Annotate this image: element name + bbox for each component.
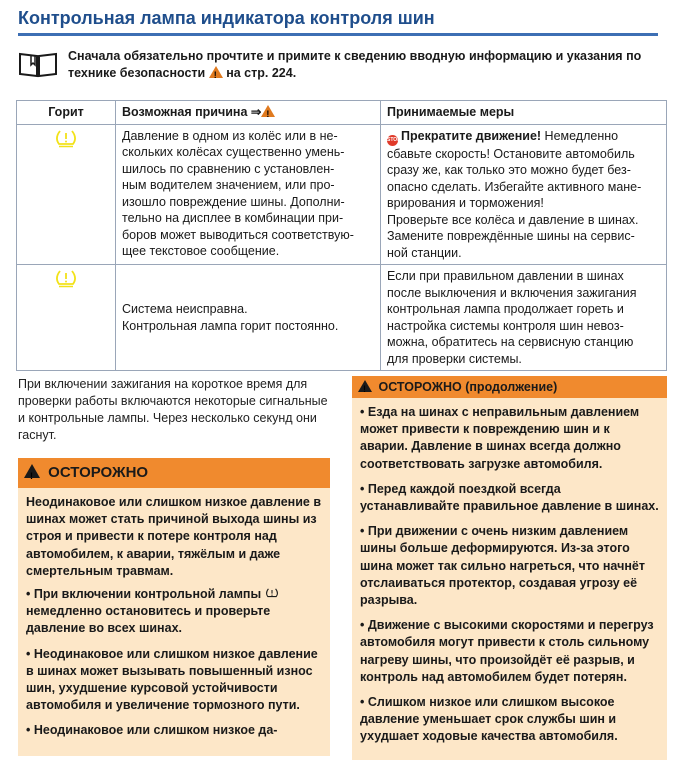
indicator-cell	[17, 124, 116, 265]
left-column	[18, 376, 330, 738]
warning-cont-header	[352, 376, 667, 398]
indicator-table	[16, 100, 667, 371]
warning-title: ОСТОРОЖНО	[48, 464, 149, 481]
action-line: Замените повреждённые шины на сервис-	[387, 229, 635, 243]
list-item: • Движение с высокими скоростями и перегруз автомобиля могут привести к столь сильному нагреву шины, что произойдёт её разрыв, и контроль над автомобилем будет потерян.	[360, 617, 659, 686]
action-stop-rest: Немедленно	[541, 128, 619, 143]
tire-pressure-warning-icon	[265, 587, 279, 599]
list-item: • Езда на шинах с неправильным давлением может привести к повреждению шин и к аварии. Давление в шинах всегда должно соответствовать загрузке автомобиля.	[360, 404, 659, 473]
cause-cell	[116, 265, 381, 371]
tire-pressure-warning-icon	[55, 128, 77, 148]
action-line: ной станции.	[387, 245, 462, 260]
cause-line: скольких колёсах существенно умень-	[122, 145, 345, 159]
warning-cont-body	[352, 398, 667, 760]
action-line: Если при правильном давлении в шинах	[387, 269, 624, 283]
action-stop: Прекратите движение!	[401, 128, 542, 143]
manual-book-icon	[18, 50, 58, 78]
warning-intro: Неодинаковое или слишком низкое давление в шинах может стать причиной выхода шины из строя и привести к потере контроля над автомобилем, к аварии, тяжёлым и даже смертельным травмам.	[26, 495, 322, 578]
action-line: настройка системы контроля шин невоз-	[387, 318, 624, 333]
action-line: сразу же, как только это можно будет без-	[387, 163, 631, 177]
stop-icon: STOP	[387, 135, 398, 146]
action-line: врирования и торможения!	[387, 196, 544, 210]
warning-triangle-icon	[358, 380, 372, 392]
cause-line: боров может выводиться соответствую-	[122, 227, 354, 242]
cause-line: ным водителем значением, или про-	[122, 178, 335, 192]
table-header-row	[17, 101, 667, 125]
cause-line: тельно на дисплее в комбинации при-	[122, 211, 344, 225]
header-action: Принимаемые меры	[381, 101, 667, 125]
table-row	[17, 265, 667, 371]
page-title: Контрольная лампа индикатора контроля шин	[18, 8, 658, 36]
action-cell	[381, 265, 667, 371]
action-line: контрольная лампа продолжает гореть и	[387, 302, 624, 316]
header-cause	[116, 101, 381, 125]
warning-triangle-icon	[209, 66, 223, 78]
tire-pressure-warning-icon	[55, 268, 77, 288]
table-row	[17, 124, 667, 265]
list-item: • Неодинаковое или слишком низкое давление в шинах может вызывать повышенный износ шин, ухудшение курсовой устойчивости автомобиля и увеличение тормозного пути.	[26, 646, 322, 715]
cause-line: изошло повреждение шины. Дополни-	[122, 194, 345, 209]
intro-text	[68, 48, 668, 82]
cause-line: Давление в одном из колёс или в не-	[122, 128, 338, 143]
warning-item1-before: При включении контрольной лампы	[33, 587, 262, 602]
list-item: • При движении с очень низким давлением шины больше деформируются. Из-за этого шина может так сильно нагреться, что начнёт отслаиваться протектор, создавая угрозу её разрыва.	[360, 523, 659, 609]
warning-triangle-icon	[261, 105, 275, 117]
action-line: можна, обратитесь на сервисную станцию	[387, 335, 634, 349]
warning-body	[18, 488, 330, 756]
intro-text-after: на стр. 224.	[226, 66, 297, 80]
warning-list	[26, 586, 322, 740]
indicator-cell	[17, 265, 116, 371]
right-column	[352, 376, 667, 760]
list-item: • Неодинаковое или слишком низкое да-	[26, 722, 322, 739]
list-item: • Перед каждой поездкой всегда устанавливайте правильное давление в шинах.	[360, 481, 659, 515]
cause-line: Система неисправна.	[122, 302, 248, 316]
cause-line: шилось по сравнению с установлен-	[122, 161, 335, 176]
action-line-first	[387, 128, 660, 146]
warning-triangle-icon	[24, 464, 40, 478]
warning-cont-title: ОСТОРОЖНО (продолжение)	[378, 380, 558, 394]
header-lit: Горит	[17, 101, 116, 125]
action-cell	[381, 124, 667, 265]
list-item: • Слишком низкое или слишком высокое давление уменьшает срок службы шин и ухудшает ходовые качества автомобиля.	[360, 694, 659, 746]
warning-cont-list	[360, 404, 659, 746]
ignition-note: При включении зажигания на короткое время для проверки работы включаются некоторые сигнальные и контрольные лампы. Через несколько секунд они гаснут.	[18, 377, 328, 442]
action-line: Проверьте все колёса и давление в шинах.	[387, 212, 639, 227]
cause-line: щее текстовое сообщение.	[122, 244, 280, 258]
cause-cell	[116, 124, 381, 265]
intro-text-before: Сначала обязательно прочтите и примите к сведению вводную информацию и указания по технике безопасности	[68, 49, 642, 80]
list-item	[26, 586, 322, 638]
warning-item1-after: немедленно остановитесь и проверьте давление во всех шинах.	[26, 604, 271, 636]
action-line: для проверки системы.	[387, 351, 522, 366]
warning-box	[18, 458, 330, 756]
action-line: сбавьте скорость! Остановите автомобиль	[387, 146, 635, 161]
action-line: после выключения и включения зажигания	[387, 285, 637, 300]
action-line: опасно сделать. Избегайте активного мане-	[387, 179, 642, 194]
warning-header	[18, 458, 330, 488]
header-cause-label: Возможная причина ⇒	[122, 105, 262, 119]
cause-line: Контрольная лампа горит постоянно.	[122, 318, 339, 333]
